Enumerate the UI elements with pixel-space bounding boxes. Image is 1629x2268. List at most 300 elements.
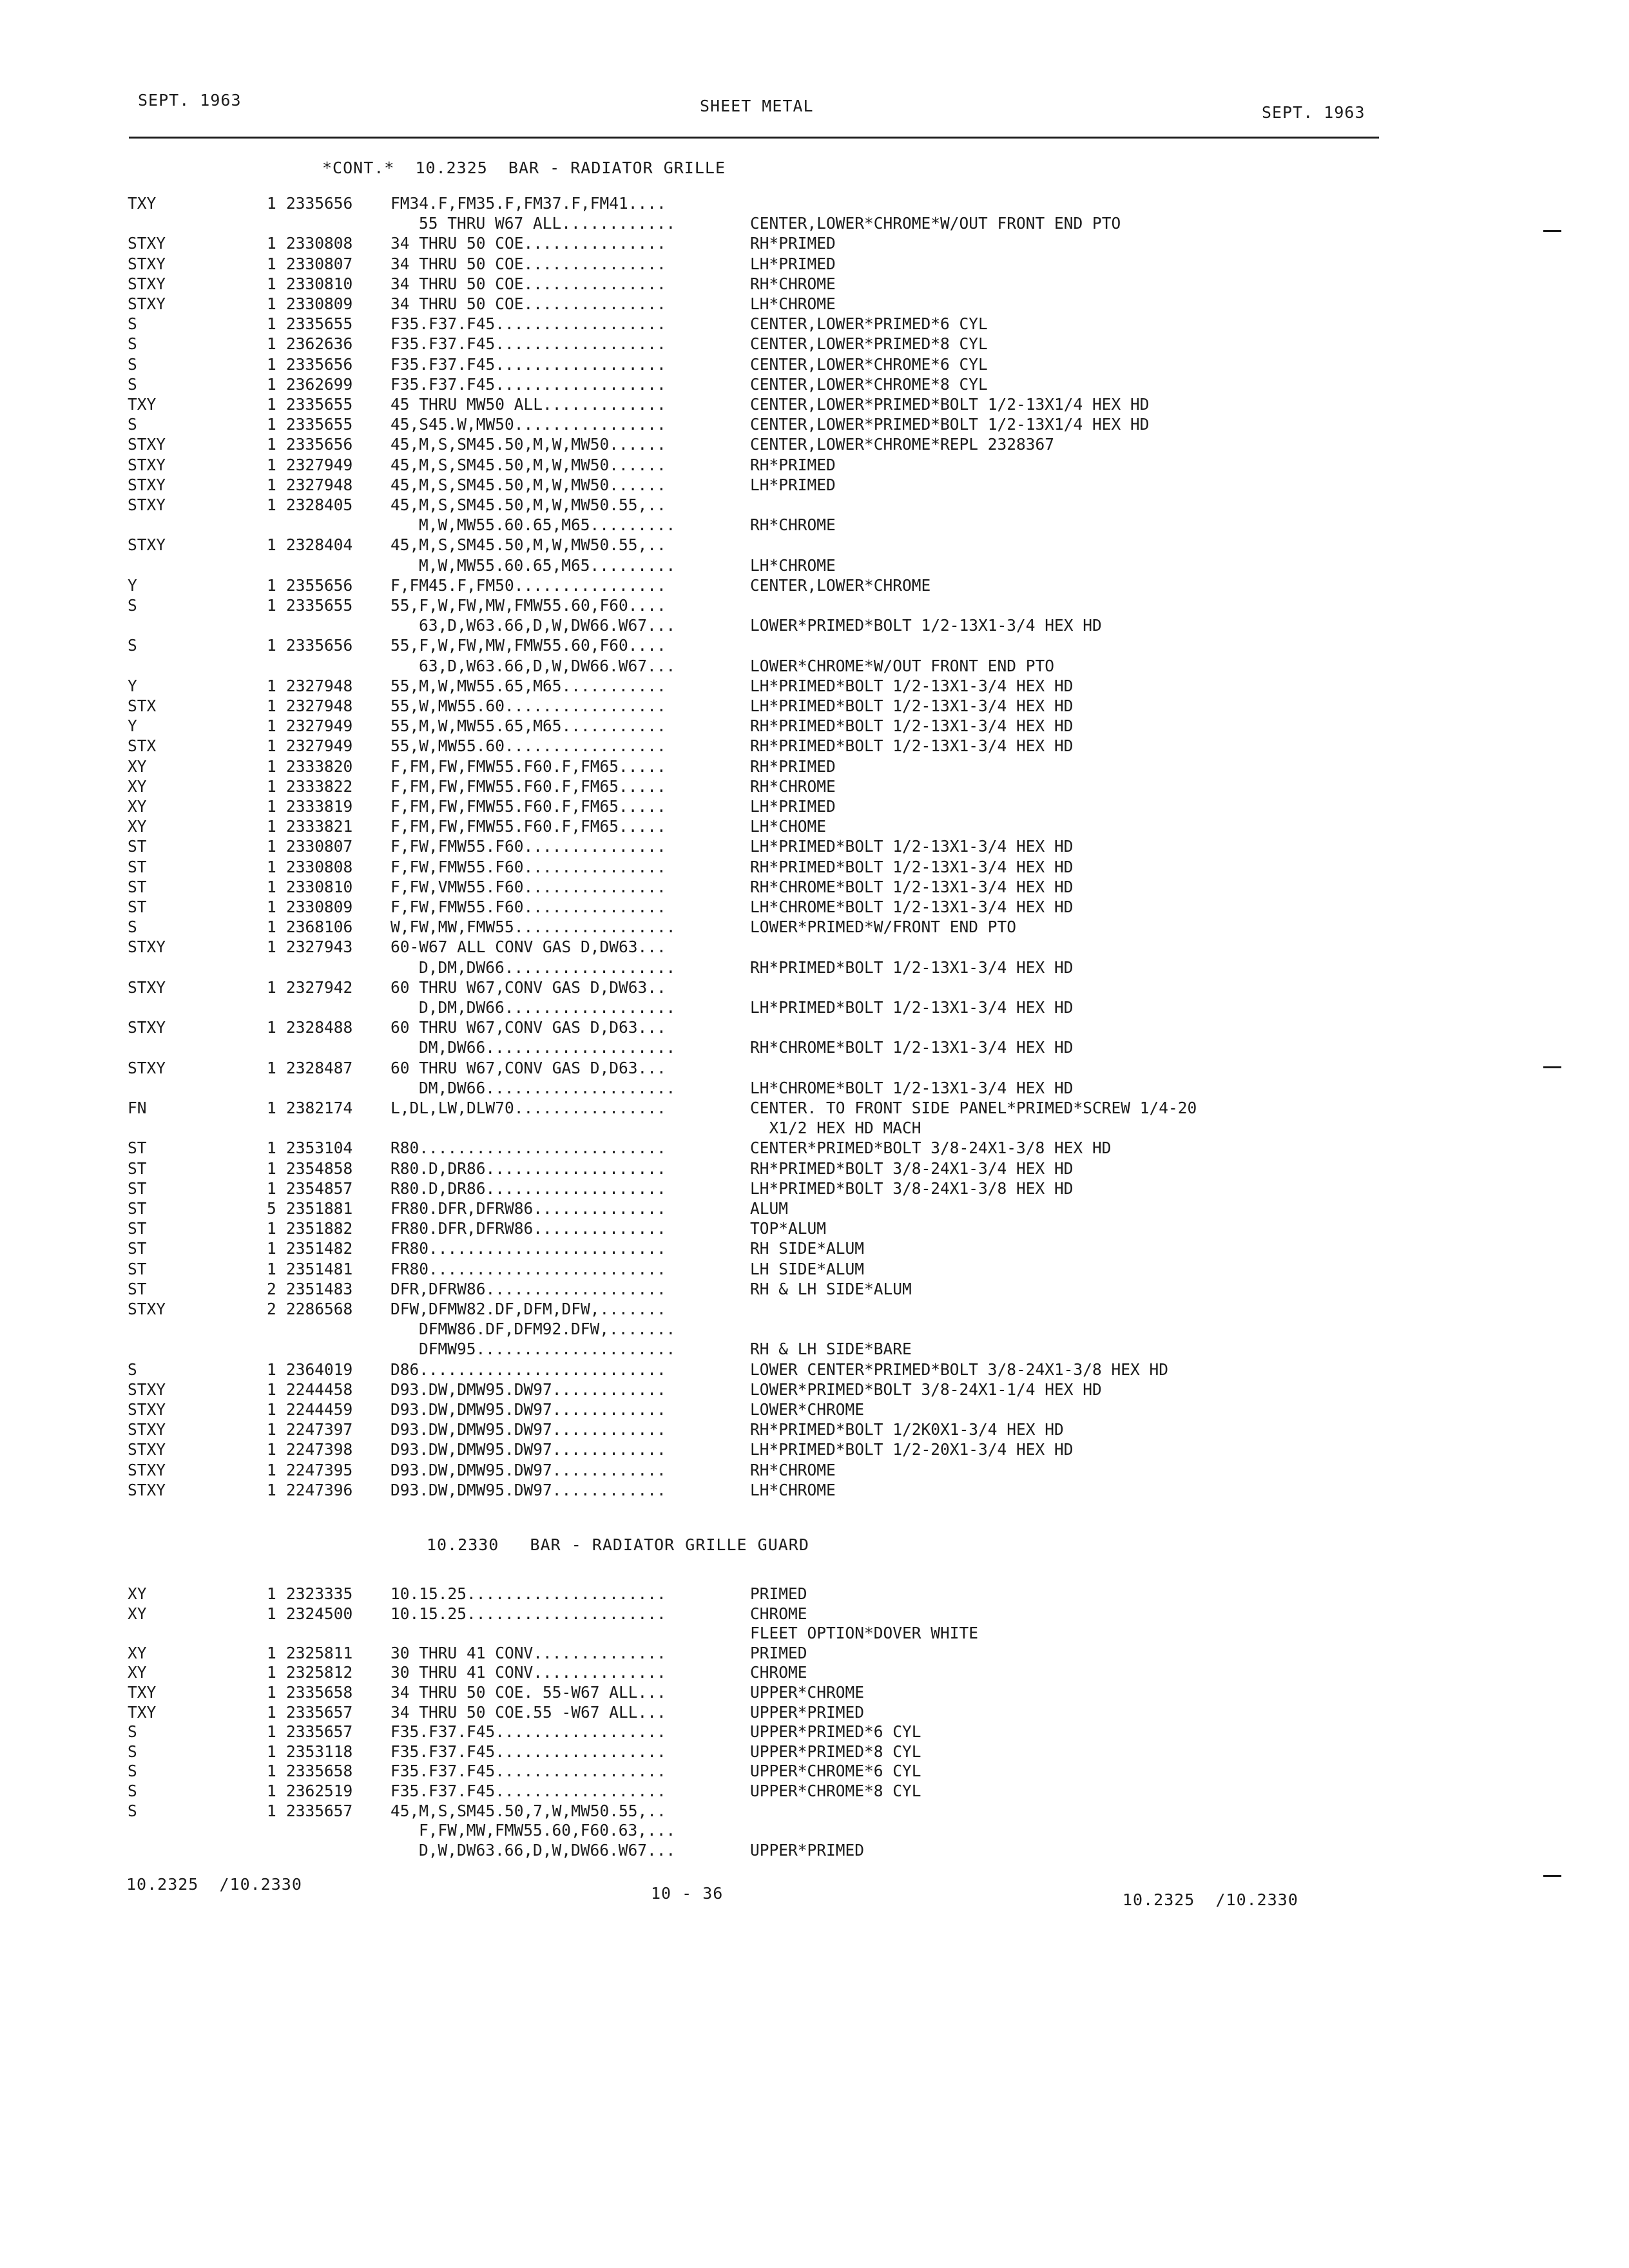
row-code: STXY [128, 1400, 166, 1419]
row-code: S [128, 374, 137, 394]
row-part-number: 2335657 [286, 1722, 353, 1742]
row-quantity: 1 [267, 395, 276, 414]
row-application: F35.F37.F45.................. [390, 1742, 666, 1761]
row-description: CENTER. TO FRONT SIDE PANEL*PRIMED*SCREW 1/4-20 [750, 1099, 1197, 1117]
row-part-number: 2333822 [286, 776, 353, 796]
row-description: UPPER*PRIMED*8 CYL [750, 1742, 921, 1761]
row-code: ST [128, 1219, 147, 1238]
row-description: RH*PRIMED*BOLT 1/2-13X1-3/4 HEX HD [750, 736, 1074, 756]
row-description: LH*CHROME [750, 555, 836, 575]
row-description: RH*CHROME [750, 1460, 836, 1479]
row-part-number: 2247398 [286, 1440, 353, 1459]
row-quantity: 1 [267, 697, 276, 715]
row-application: 60-W67 ALL CONV GAS D,DW63... [390, 937, 666, 957]
row-code: S [128, 314, 137, 334]
row-application: 45 THRU MW50 ALL............. [390, 395, 666, 414]
row-application: 45,M,S,SM45.50,M,W,MW50...... [390, 455, 666, 474]
row-quantity: 1 [267, 716, 276, 736]
row-code: STXY [128, 535, 166, 555]
row-code: S [128, 1360, 137, 1379]
row-quantity: 1 [267, 776, 276, 796]
row-application: 34 THRU 50 COE............... [390, 234, 666, 253]
row-part-number: 2327943 [286, 937, 353, 957]
row-application: R80.......................... [390, 1139, 666, 1158]
footer-page-number: 10 - 36 [651, 1884, 724, 1903]
row-code: XY [128, 1663, 147, 1682]
row-application: F,FW,FMW55.F60............... [390, 898, 666, 916]
row-application: M,W,MW55.60.65,M65......... [419, 515, 676, 535]
margin-mark [1543, 1875, 1561, 1877]
row-quantity: 1 [267, 756, 276, 776]
row-application: 34 THRU 50 COE............... [390, 274, 666, 293]
row-description: X1/2 HEX HD MACH [750, 1119, 921, 1138]
row-description: LH*PRIMED*BOLT 1/2-13X1-3/4 HEX HD [750, 697, 1074, 715]
row-quantity: 1 [267, 1058, 276, 1077]
row-application: 34 THRU 50 COE. 55-W67 ALL... [390, 1683, 666, 1702]
row-application: 45,M,S,SM45.50,7,W,MW50.55,.. [390, 1801, 666, 1820]
row-application: F35.F37.F45.................. [390, 1722, 666, 1742]
row-description: RH*PRIMED*BOLT 1/2-13X1-3/4 HEX HD [750, 857, 1074, 876]
row-application: 34 THRU 50 COE............... [390, 294, 666, 313]
row-quantity: 1 [267, 937, 276, 957]
row-quantity: 1 [267, 495, 276, 514]
row-description: PRIMED [750, 1584, 807, 1603]
row-part-number: 2362519 [286, 1782, 353, 1800]
row-quantity: 1 [267, 1480, 276, 1499]
row-code: XY [128, 1604, 147, 1623]
row-description: PRIMED [750, 1643, 807, 1662]
row-code: Y [128, 575, 137, 595]
row-part-number: 2286568 [286, 1300, 353, 1318]
row-quantity: 1 [267, 535, 276, 555]
row-part-number: 2327949 [286, 455, 353, 474]
row-code: ST [128, 1199, 147, 1218]
row-code: ST [128, 857, 147, 876]
row-quantity: 1 [267, 274, 276, 293]
row-application: 45,M,S,SM45.50,M,W,MW50...... [390, 435, 666, 454]
row-description: LOWER*CHROME*W/OUT FRONT END PTO [750, 656, 1055, 675]
row-code: ST [128, 837, 147, 856]
row-quantity: 1 [267, 1440, 276, 1459]
row-code: STXY [128, 435, 166, 454]
row-description: RH*CHROME [750, 515, 836, 535]
row-application: 55,W,MW55.60................. [390, 736, 666, 756]
row-description: CHROME [750, 1604, 807, 1623]
row-description: LH SIDE*ALUM [750, 1259, 865, 1278]
row-application: D93.DW,DMW95.DW97............ [390, 1379, 666, 1399]
row-quantity: 1 [267, 1643, 276, 1662]
row-part-number: 2335657 [286, 1801, 353, 1820]
row-description: LH*PRIMED*BOLT 1/2-13X1-3/4 HEX HD [750, 676, 1074, 695]
row-part-number: 2335655 [286, 596, 353, 615]
row-description: RH*PRIMED [750, 756, 836, 776]
row-part-number: 2354857 [286, 1178, 353, 1198]
row-application: F,FM45.F,FM50................ [390, 575, 666, 595]
row-part-number: 2330809 [286, 898, 353, 916]
row-code: Y [128, 716, 137, 736]
row-code: STXY [128, 455, 166, 474]
row-description: LOWER*PRIMED*BOLT 1/2-13X1-3/4 HEX HD [750, 616, 1102, 635]
row-description: FLEET OPTION*DOVER WHITE [750, 1624, 979, 1643]
row-description: CENTER*PRIMED*BOLT 3/8-24X1-3/8 HEX HD [750, 1139, 1112, 1158]
row-quantity: 2 [267, 1279, 276, 1298]
row-code: ST [128, 898, 147, 916]
row-quantity: 1 [267, 837, 276, 856]
row-application: F,FW,FMW55.F60............... [390, 837, 666, 856]
row-code: STXY [128, 274, 166, 293]
margin-mark [1543, 1066, 1561, 1068]
row-part-number: 2328488 [286, 1018, 353, 1037]
row-application: 10.15.25..................... [390, 1584, 666, 1603]
row-code: S [128, 1722, 137, 1742]
row-part-number: 2335658 [286, 1683, 353, 1702]
row-quantity: 1 [267, 1139, 276, 1158]
row-code: STXY [128, 294, 166, 313]
row-part-number: 2247396 [286, 1480, 353, 1499]
row-application: 55,W,MW55.60................. [390, 697, 666, 715]
row-code: TXY [128, 194, 157, 213]
row-application: M,W,MW55.60.65,M65......... [419, 555, 676, 575]
row-application: F,FW,MW,FMW55.60,F60.63,... [419, 1821, 676, 1840]
row-description: RH*CHROME*BOLT 1/2-13X1-3/4 HEX HD [750, 1038, 1074, 1057]
row-quantity: 1 [267, 254, 276, 273]
row-application: 55,M,W,MW55.65,M65........... [390, 716, 666, 736]
row-code: S [128, 1782, 137, 1800]
row-description: LOWER*PRIMED*BOLT 3/8-24X1-1/4 HEX HD [750, 1379, 1102, 1399]
row-quantity: 1 [267, 475, 276, 494]
row-quantity: 1 [267, 977, 276, 997]
row-part-number: 2328404 [286, 535, 353, 555]
row-code: ST [128, 1158, 147, 1178]
row-application: DM,DW66.................... [419, 1078, 676, 1097]
row-code: STXY [128, 1460, 166, 1479]
row-part-number: 2247397 [286, 1420, 353, 1439]
row-description: UPPER*PRIMED [750, 1702, 865, 1722]
row-part-number: 2330810 [286, 274, 353, 293]
row-code: STXY [128, 937, 166, 957]
row-part-number: 2353104 [286, 1139, 353, 1158]
row-application: D93.DW,DMW95.DW97............ [390, 1440, 666, 1459]
row-description: CENTER,LOWER*CHROME*8 CYL [750, 374, 988, 394]
row-part-number: 2354858 [286, 1158, 353, 1178]
row-application: F,FM,FW,FMW55.F60.F,FM65..... [390, 797, 666, 816]
row-quantity: 5 [267, 1199, 276, 1218]
row-quantity: 1 [267, 1360, 276, 1379]
row-part-number: 2335656 [286, 194, 353, 213]
row-quantity: 1 [267, 1259, 276, 1278]
row-application: D93.DW,DMW95.DW97............ [390, 1460, 666, 1479]
row-code: STXY [128, 475, 166, 494]
row-description: LH*PRIMED*BOLT 3/8-24X1-3/8 HEX HD [750, 1178, 1074, 1198]
row-description: CENTER,LOWER*PRIMED*6 CYL [750, 314, 988, 334]
row-quantity: 1 [267, 1239, 276, 1258]
row-part-number: 2335658 [286, 1762, 353, 1781]
row-code: S [128, 918, 137, 937]
row-code: TXY [128, 395, 157, 414]
row-description: LOWER CENTER*PRIMED*BOLT 3/8-24X1-3/8 HEX HD [750, 1360, 1169, 1379]
row-application: 45,M,S,SM45.50,M,W,MW50...... [390, 475, 666, 494]
row-description: RH*PRIMED*BOLT 3/8-24X1-3/4 HEX HD [750, 1158, 1074, 1178]
row-description: LH*PRIMED*BOLT 1/2-13X1-3/4 HEX HD [750, 998, 1074, 1017]
row-code: TXY [128, 1702, 157, 1722]
row-quantity: 1 [267, 1099, 276, 1117]
row-code: S [128, 636, 137, 655]
row-part-number: 2335656 [286, 354, 353, 374]
row-application: F35.F37.F45.................. [390, 354, 666, 374]
row-part-number: 2335656 [286, 435, 353, 454]
row-code: S [128, 1801, 137, 1820]
row-application: R80.D,DR86................... [390, 1158, 666, 1178]
row-application: 63,D,W63.66,D,W,DW66.W67... [419, 616, 676, 635]
row-quantity: 1 [267, 455, 276, 474]
row-quantity: 1 [267, 918, 276, 937]
row-description: UPPER*PRIMED*6 CYL [750, 1722, 921, 1742]
row-description: ALUM [750, 1199, 789, 1218]
row-description: LH*CHROME*BOLT 1/2-13X1-3/4 HEX HD [750, 1078, 1074, 1097]
row-description: CENTER,LOWER*CHROME*REPL 2328367 [750, 435, 1055, 454]
row-quantity: 1 [267, 636, 276, 655]
row-application: F35.F37.F45.................. [390, 314, 666, 334]
row-description: UPPER*CHROME*8 CYL [750, 1782, 921, 1800]
row-quantity: 1 [267, 676, 276, 695]
row-description: RH & LH SIDE*BARE [750, 1340, 912, 1359]
row-part-number: 2325811 [286, 1643, 353, 1662]
row-application: 34 THRU 50 COE.55 -W67 ALL... [390, 1702, 666, 1722]
row-quantity: 1 [267, 234, 276, 253]
row-application: F35.F37.F45.................. [390, 374, 666, 394]
row-quantity: 1 [267, 334, 276, 354]
row-quantity: 1 [267, 1702, 276, 1722]
row-description: RH*PRIMED*BOLT 1/2-13X1-3/4 HEX HD [750, 716, 1074, 736]
row-code: STXY [128, 234, 166, 253]
row-description: LH*CHROME [750, 294, 836, 313]
row-part-number: 2327949 [286, 736, 353, 756]
row-application: D93.DW,DMW95.DW97............ [390, 1420, 666, 1439]
row-description: LH*PRIMED [750, 797, 836, 816]
row-part-number: 2351881 [286, 1199, 353, 1218]
row-part-number: 2327948 [286, 676, 353, 695]
row-quantity: 1 [267, 736, 276, 756]
row-application: DFR,DFRW86................... [390, 1279, 666, 1298]
row-quantity: 1 [267, 1400, 276, 1419]
row-quantity: 1 [267, 1782, 276, 1800]
row-quantity: 1 [267, 1158, 276, 1178]
row-code: STXY [128, 977, 166, 997]
row-description: LH*CHROME [750, 1480, 836, 1499]
row-quantity: 1 [267, 415, 276, 434]
row-part-number: 2335657 [286, 1702, 353, 1722]
row-code: ST [128, 1178, 147, 1198]
row-part-number: 2330807 [286, 837, 353, 856]
row-code: XY [128, 756, 147, 776]
row-application: D,W,DW63.66,D,W,DW66.W67... [419, 1840, 676, 1860]
row-application: 45,M,S,SM45.50,M,W,MW50.55,.. [390, 535, 666, 555]
row-quantity: 1 [267, 817, 276, 836]
row-description: RH SIDE*ALUM [750, 1239, 865, 1258]
row-part-number: 2327948 [286, 475, 353, 494]
row-application: 55,M,W,MW55.65,M65........... [390, 676, 666, 695]
section-title-bar-radiator-grille: *CONT.* 10.2325 BAR - RADIATOR GRILLE [322, 159, 726, 177]
row-code: ST [128, 1279, 147, 1298]
row-application: 10.15.25..................... [390, 1604, 666, 1623]
row-application: D,DM,DW66.................. [419, 957, 676, 977]
row-quantity: 1 [267, 314, 276, 334]
row-part-number: 2328487 [286, 1058, 353, 1077]
row-code: TXY [128, 1683, 157, 1702]
row-description: CENTER,LOWER*CHROME*6 CYL [750, 354, 988, 374]
row-description: LOWER*PRIMED*W/FRONT END PTO [750, 918, 1017, 937]
row-part-number: 2324500 [286, 1604, 353, 1623]
row-quantity: 1 [267, 1663, 276, 1682]
row-quantity: 1 [267, 575, 276, 595]
row-application: 55,F,W,FW,MW,FMW55.60,F60.... [390, 596, 666, 615]
row-code: ST [128, 1139, 147, 1158]
row-code: ST [128, 877, 147, 896]
row-part-number: 2325812 [286, 1663, 353, 1682]
row-application: 63,D,W63.66,D,W,DW66.W67... [419, 656, 676, 675]
row-application: FR80......................... [390, 1259, 666, 1278]
row-application: DFMW95..................... [419, 1340, 676, 1359]
row-application: 55,F,W,FW,MW,FMW55.60,F60.... [390, 636, 666, 655]
row-part-number: 2327942 [286, 977, 353, 997]
row-part-number: 2333819 [286, 797, 353, 816]
row-application: 60 THRU W67,CONV GAS D,DW63.. [390, 977, 666, 997]
row-description: LH*PRIMED*BOLT 1/2-13X1-3/4 HEX HD [750, 837, 1074, 856]
row-description: CENTER,LOWER*PRIMED*8 CYL [750, 334, 988, 354]
row-code: S [128, 334, 137, 354]
row-application: FM34.F,FM35.F,FM37.F,FM41.... [390, 194, 666, 213]
row-quantity: 1 [267, 194, 276, 213]
row-code: S [128, 596, 137, 615]
row-application: R80.D,DR86................... [390, 1178, 666, 1198]
row-part-number: 2327949 [286, 716, 353, 736]
row-code: Y [128, 676, 137, 695]
row-application: F35.F37.F45.................. [390, 1762, 666, 1781]
row-part-number: 2333821 [286, 817, 353, 836]
row-application: DFMW86.DF,DFM92.DFW,....... [419, 1320, 676, 1339]
row-part-number: 2327948 [286, 697, 353, 715]
row-code: S [128, 1762, 137, 1781]
row-quantity: 1 [267, 294, 276, 313]
row-part-number: 2335655 [286, 415, 353, 434]
row-quantity: 1 [267, 1801, 276, 1820]
header-date-right: SEPT. 1963 [1262, 103, 1365, 122]
row-part-number: 2351482 [286, 1239, 353, 1258]
row-quantity: 1 [267, 1460, 276, 1479]
row-code: S [128, 1742, 137, 1761]
row-quantity: 1 [267, 797, 276, 816]
row-code: ST [128, 1259, 147, 1278]
row-application: DFW,DFMW82.DF,DFM,DFW,....... [390, 1300, 666, 1318]
row-application: 30 THRU 41 CONV.............. [390, 1643, 666, 1662]
row-part-number: 2368106 [286, 918, 353, 937]
row-part-number: 2330810 [286, 877, 353, 896]
row-description: RH*CHROME*BOLT 1/2-13X1-3/4 HEX HD [750, 877, 1074, 896]
header-date-left: SEPT. 1963 [138, 91, 242, 110]
row-description: RH*PRIMED*BOLT 1/2K0X1-3/4 HEX HD [750, 1420, 1064, 1439]
row-description: TOP*ALUM [750, 1219, 827, 1238]
row-part-number: 2330809 [286, 294, 353, 313]
row-quantity: 1 [267, 1742, 276, 1761]
row-part-number: 2351481 [286, 1259, 353, 1278]
row-code: STX [128, 697, 157, 715]
row-application: F,FW,FMW55.F60............... [390, 857, 666, 876]
row-quantity: 1 [267, 1420, 276, 1439]
row-quantity: 1 [267, 1018, 276, 1037]
row-part-number: 2244458 [286, 1379, 353, 1399]
footer-section-ref-left: 10.2325 /10.2330 [126, 1875, 302, 1894]
row-application: F,FW,VMW55.F60............... [390, 877, 666, 896]
row-application: FR80......................... [390, 1239, 666, 1258]
row-part-number: 2335655 [286, 314, 353, 334]
row-part-number: 2351882 [286, 1219, 353, 1238]
row-application: W,FW,MW,FMW55................. [390, 918, 676, 937]
row-description: LH*CHOME [750, 817, 827, 836]
row-code: STXY [128, 1480, 166, 1499]
row-code: S [128, 354, 137, 374]
row-part-number: 2323335 [286, 1584, 353, 1603]
row-description: RH & LH SIDE*ALUM [750, 1279, 912, 1298]
row-description: CENTER,LOWER*CHROME*W/OUT FRONT END PTO [750, 214, 1121, 233]
row-description: RH*CHROME [750, 274, 836, 293]
row-quantity: 1 [267, 877, 276, 896]
row-code: XY [128, 1643, 147, 1662]
footer-section-ref-right: 10.2325 /10.2330 [1123, 1890, 1298, 1909]
row-part-number: 2330808 [286, 234, 353, 253]
row-code: STX [128, 736, 157, 756]
row-quantity: 1 [267, 1762, 276, 1781]
row-part-number: 2247395 [286, 1460, 353, 1479]
header-rule [129, 137, 1379, 139]
row-application: F35.F37.F45.................. [390, 1782, 666, 1800]
row-quantity: 1 [267, 857, 276, 876]
row-part-number: 2330808 [286, 857, 353, 876]
row-quantity: 1 [267, 1722, 276, 1742]
section-title-grille-guard: 10.2330 BAR - RADIATOR GRILLE GUARD [427, 1535, 809, 1554]
row-description: UPPER*PRIMED [750, 1840, 865, 1860]
row-part-number: 2351483 [286, 1279, 353, 1298]
header-title: SHEET METAL [700, 97, 814, 115]
row-code: STXY [128, 1018, 166, 1037]
row-application: F,FM,FW,FMW55.F60.F,FM65..... [390, 756, 666, 776]
row-application: F,FM,FW,FMW55.F60.F,FM65..... [390, 776, 666, 796]
row-code: XY [128, 776, 147, 796]
row-application: 30 THRU 41 CONV.............. [390, 1663, 666, 1682]
row-code: XY [128, 1584, 147, 1603]
row-quantity: 1 [267, 1584, 276, 1603]
row-application: 60 THRU W67,CONV GAS D,D63... [390, 1058, 666, 1077]
row-part-number: 2335656 [286, 636, 353, 655]
row-quantity: 1 [267, 1379, 276, 1399]
row-application: D93.DW,DMW95.DW97............ [390, 1400, 666, 1419]
row-quantity: 2 [267, 1300, 276, 1318]
row-description: CENTER,LOWER*CHROME [750, 575, 931, 595]
row-application: 60 THRU W67,CONV GAS D,D63... [390, 1018, 666, 1037]
row-application: 45,S45.W,MW50................ [390, 415, 666, 434]
row-application: D93.DW,DMW95.DW97............ [390, 1480, 666, 1499]
row-part-number: 2328405 [286, 495, 353, 514]
row-code: ST [128, 1239, 147, 1258]
row-part-number: 2353118 [286, 1742, 353, 1761]
row-application: 55 THRU W67 ALL............ [419, 214, 676, 233]
row-part-number: 2355656 [286, 575, 353, 595]
row-application: D,DM,DW66.................. [419, 998, 676, 1017]
row-description: CENTER,LOWER*PRIMED*BOLT 1/2-13X1/4 HEX HD [750, 415, 1150, 434]
row-part-number: 2330807 [286, 254, 353, 273]
row-application: DM,DW66.................... [419, 1038, 676, 1057]
row-quantity: 1 [267, 1683, 276, 1702]
row-quantity: 1 [267, 596, 276, 615]
